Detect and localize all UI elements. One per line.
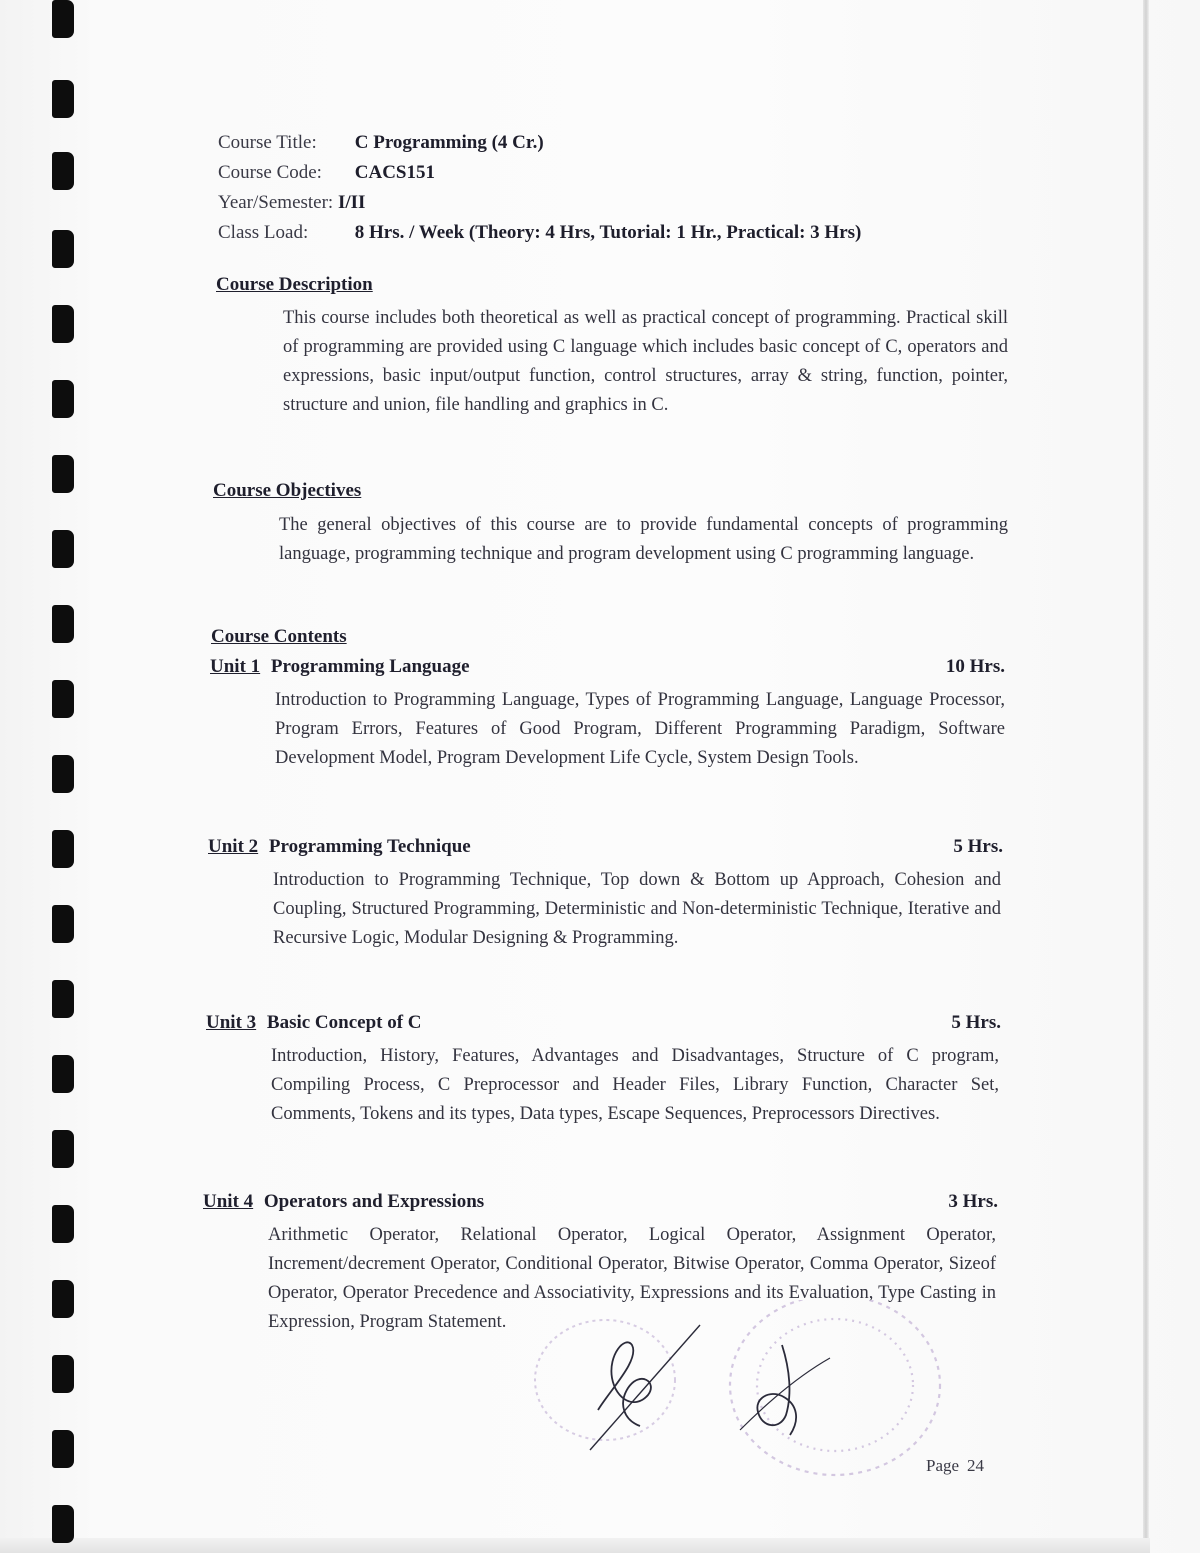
unit-heading [208, 836, 1003, 858]
unit-label: Unit 3 [206, 1012, 257, 1033]
binding-hole [52, 0, 74, 38]
unit-heading [210, 656, 1005, 678]
binding-hole [52, 530, 74, 568]
unit-name: Operators and Expressions [263, 1191, 485, 1212]
unit-hours: 5 Hrs. [953, 836, 1003, 857]
binding-hole [52, 152, 74, 190]
binding-hole [52, 1280, 74, 1318]
unit-hours: 10 Hrs. [945, 656, 1005, 677]
unit-label: Unit 1 [210, 656, 261, 677]
course-objectives-title: Course Objectives [213, 480, 362, 501]
binding-hole [52, 1505, 74, 1543]
page-edge-right [1143, 0, 1149, 1553]
course-title-label: Course Title: [218, 132, 317, 153]
course-contents-title: Course Contents [211, 626, 347, 647]
course-code-row [218, 158, 861, 188]
unit-text: Introduction to Programming Technique, Top down & Bottom up Approach, Cohesion and Coupling, Structured Programming, Deterministic and Non-deterministic Technique, Iterative and Recursive Logic, Modular Designing & Programming. [273, 870, 1001, 948]
course-code-label: Course Code: [218, 162, 322, 183]
binding-hole [52, 1430, 74, 1468]
binding-hole [52, 980, 74, 1018]
unit-name: Programming Language [270, 656, 470, 677]
binding-hole [52, 605, 74, 643]
year-semester-label: Year/Semester: [218, 192, 334, 213]
binding-hole [52, 905, 74, 943]
binding-hole [52, 1355, 74, 1393]
unit-hours: 5 Hrs. [951, 1012, 1001, 1033]
course-title-row [218, 128, 861, 158]
class-load: 8 Hrs. / Week (Theory: 4 Hrs, Tutorial: 1 Hr., Practical: 3 Hrs) [354, 222, 862, 243]
course-objectives-text: The general objectives of this course are to provide fundamental concepts of programming language, programming technique and program development using C programming language. [279, 515, 1008, 564]
page-number-value: 24 [967, 1456, 985, 1475]
binding-hole [52, 305, 74, 343]
binding-hole [52, 1055, 74, 1093]
binding-hole [52, 1205, 74, 1243]
course-description-text: This course includes both theoretical as well as practical concept of programming. Practical skill of programming are provided using C language which includes basic concept of C, operators and expressions, basic input/output function, control structures, array & string, function, pointer, structure and union, file handling and graphics in C. [283, 308, 1008, 415]
unit-text: Introduction to Programming Language, Types of Programming Language, Language Processor, Program Errors, Features of Good Program, Different Programming Paradigm, Software Development Model, Program Development Life Cycle, System Design Tools. [275, 690, 1005, 768]
unit-label: Unit 2 [208, 836, 259, 857]
binding-hole [52, 230, 74, 268]
unit-label: Unit 4 [203, 1191, 254, 1212]
page-number [926, 1456, 984, 1476]
unit-hours: 3 Hrs. [948, 1191, 998, 1212]
course-title: C Programming (4 Cr.) [354, 132, 544, 153]
unit-name: Programming Technique [268, 836, 471, 857]
course-header [218, 128, 861, 248]
page-label: Page [926, 1456, 960, 1475]
course-code: CACS151 [354, 162, 435, 183]
class-load-row [218, 218, 861, 248]
binding-hole [52, 830, 74, 868]
binding-hole [52, 680, 74, 718]
binding-hole [52, 1130, 74, 1168]
unit-heading [206, 1012, 1001, 1034]
binding-hole [52, 80, 74, 118]
unit-heading [203, 1191, 998, 1213]
course-description-title: Course Description [216, 274, 373, 295]
binding-hole [52, 755, 74, 793]
unit-name: Basic Concept of C [266, 1012, 422, 1033]
year-semester: I/II [337, 192, 366, 213]
binding-hole [52, 380, 74, 418]
year-semester-row [218, 188, 861, 218]
unit-text: Arithmetic Operator, Relational Operator, Logical Operator, Assignment Operator, Increment/decrement Operator, Conditional Operator, Bitwise Operator, Comma Operator, Sizeof Operator, Operator Precedence and Associativity, Expressions and its Evaluation, Type Casting in Expression, Program Statement. [268, 1225, 996, 1332]
binding-hole [52, 455, 74, 493]
page-edge-bottom [0, 1538, 1150, 1553]
class-load-label: Class Load: [218, 222, 309, 243]
unit-text: Introduction, History, Features, Advantages and Disadvantages, Structure of C program, Compiling Process, C Preprocessor and Header Files, Library Function, Character Set, Comments, Tokens and its types, Data types, Escape Sequences, Preprocessors Directives. [271, 1046, 999, 1124]
